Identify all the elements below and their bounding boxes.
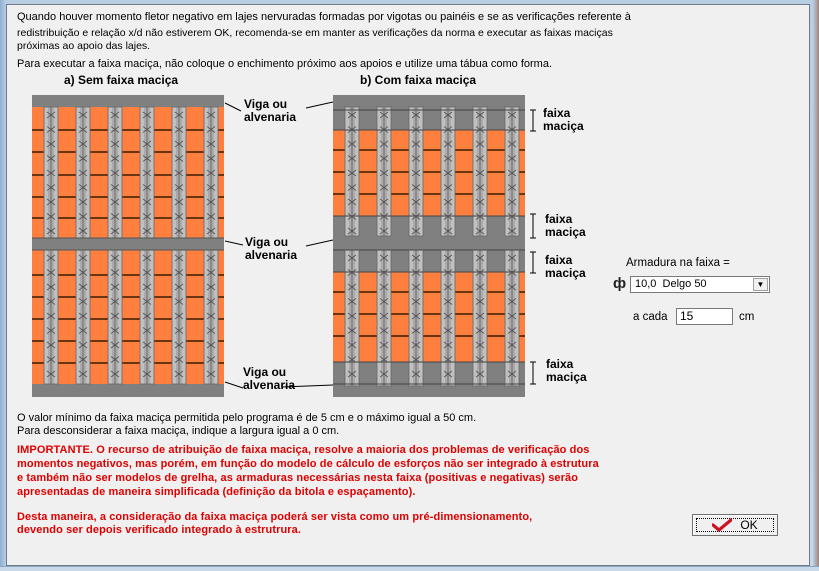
phi-icon: ф	[613, 275, 627, 292]
ok-button-focus	[696, 518, 774, 532]
note-line-1: O valor mínimo da faixa maciça permitida pelo programa é de 5 cm e o máximo igual a 50 cm.	[17, 412, 477, 424]
beam-label-middle-line2: alvenaria	[245, 248, 298, 262]
beam-label-bottom-line2: alvenaria	[243, 378, 296, 392]
leader-line	[225, 103, 241, 111]
strip-label-4-line1: faixa	[546, 357, 574, 371]
bar-diameter-select[interactable]	[630, 276, 770, 293]
strip-label-3-line1: faixa	[545, 253, 573, 267]
spacing-input[interactable]: 15	[676, 308, 733, 325]
dropdown-arrow-icon[interactable]: ▼	[753, 278, 768, 291]
beam-label-middle	[245, 236, 297, 262]
important-line-4: apresentadas de maneira simplificada (definição da bitola e espaçamento).	[17, 486, 416, 498]
right-concrete-band	[333, 362, 525, 397]
ok-button[interactable]	[692, 514, 778, 536]
strip-label-3	[545, 254, 586, 280]
left-filler-block-row	[32, 250, 224, 384]
intro-line-1: Quando houver momento fletor negativo em lajes nervuradas formadas por vigotas ou painéis e se as verificações referente à	[17, 11, 631, 23]
leader-line	[225, 241, 243, 245]
spacing-label: a cada	[633, 311, 668, 323]
leader-line	[306, 240, 333, 246]
caption-without-strip: a) Sem faixa maciça	[64, 73, 179, 87]
strip-label-1-line2: maciça	[543, 119, 584, 133]
important-line-2: momentos negativos, mas porém, em função do modelo de cálculo de esforços não ser integrado à estrutura	[17, 458, 599, 470]
strip-label-2-line2: maciça	[545, 225, 586, 239]
important-line-3: e também não ser modelos de grelha, as armaduras necessárias nesta faixa (positivas e negativas) serão	[17, 472, 579, 484]
leader-line	[306, 102, 333, 108]
note-line-2: Para desconsiderar a faixa maciça, indique a largura igual a 0 cm.	[17, 425, 340, 437]
intro-line-2: redistribuição e relação x/d não estiverem OK, recomenda-se em manter as verificações da norma e executar as faixas maciças	[17, 27, 613, 39]
strip-label-2	[545, 213, 586, 239]
important-line-6: devendo ser depois verificado integrado à estrutrura.	[17, 524, 302, 536]
checkmark-icon	[712, 518, 732, 532]
spacing-unit: cm	[739, 311, 755, 323]
beam-label-top-line1: Viga ou	[244, 97, 288, 111]
strip-label-4	[546, 358, 587, 384]
leader-line	[225, 382, 243, 388]
strip-label-3-line2: maciça	[545, 266, 586, 280]
right-filler-block-row	[333, 130, 525, 216]
intro-line-4: Para executar a faixa maciça, não coloque o enchimento próximo aos apoios e utilize uma tábua como forma.	[17, 58, 553, 70]
reinforcement-label: Armadura na faixa =	[626, 257, 730, 269]
beam-label-top-line2: alvenaria	[244, 110, 297, 124]
beam-label-top	[244, 98, 296, 124]
beam-label-middle-line1: Viga ou	[245, 235, 289, 249]
beam-label-bottom	[243, 366, 295, 392]
strip-label-1-line1: faixa	[543, 106, 571, 120]
bar-diameter-value: 10,0 Delgo 50	[635, 278, 707, 290]
beam-label-bottom-line1: Viga ou	[243, 365, 287, 379]
strip-label-4-line2: maciça	[546, 370, 587, 384]
intro-line-3: próximas ao apoio das lajes.	[17, 40, 151, 52]
important-line-5: Desta maneira, a consideração da faixa maciça poderá ser vista como um pré-dimensionamento,	[17, 511, 533, 523]
strip-label-1	[543, 107, 584, 133]
important-line-1: IMPORTANTE. O recurso de atribuição de faixa maciça, resolve a maioria dos problemas de verificação dos	[17, 444, 590, 456]
right-filler-block-row	[333, 272, 525, 362]
right-concrete-band	[333, 95, 525, 130]
right-concrete-band	[333, 216, 525, 238]
ok-button-label: OK	[740, 518, 758, 532]
right-concrete-band	[333, 250, 525, 272]
caption-with-strip: b) Com faixa maciça	[360, 73, 477, 87]
strip-label-2-line1: faixa	[545, 212, 573, 226]
